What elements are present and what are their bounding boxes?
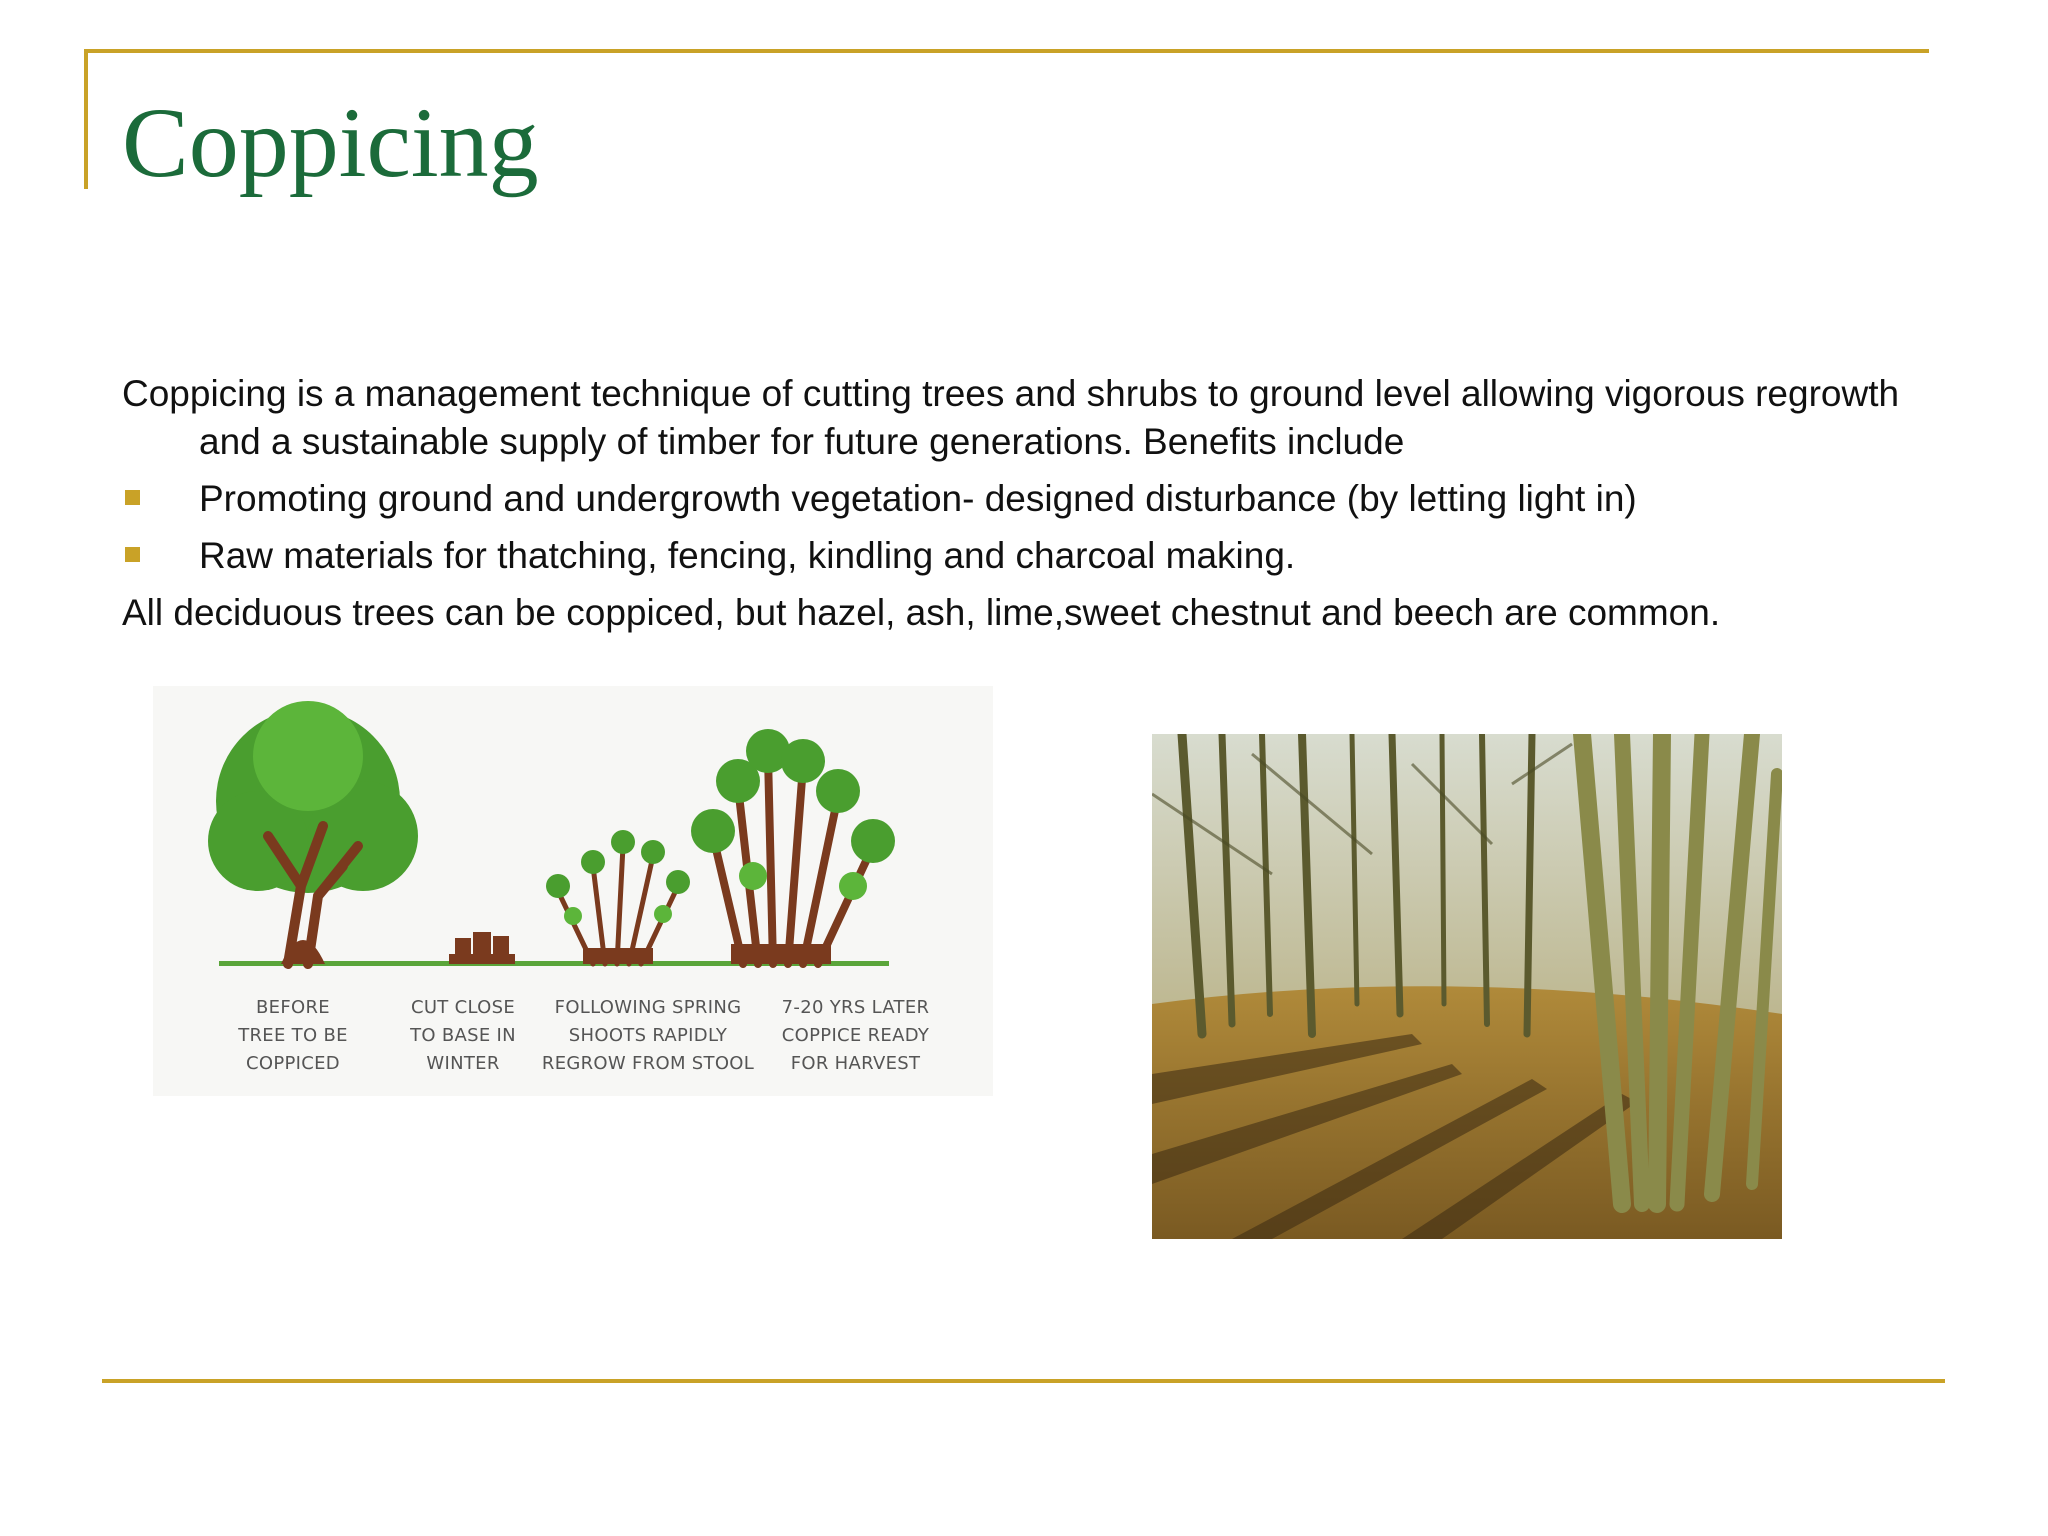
coppice-woodland-photo (1152, 734, 1782, 1239)
caption-cut-close: CUT CLOSE TO BASE IN WINTER (410, 997, 516, 1074)
full-tree-icon (208, 701, 418, 964)
bullet-item (122, 532, 1922, 580)
closing-paragraph: All deciduous trees can be coppiced, but hazel, ash, lime,sweet chestnut and beech are common. (122, 592, 1721, 633)
bottom-rule (102, 1379, 1945, 1383)
slide-title: Coppicing (122, 87, 539, 198)
coppicing-stages-diagram (153, 686, 993, 1096)
caption-following-spring: FOLLOWING SPRING SHOOTS RAPIDLY REGROW FROM STOOL (541, 997, 755, 1074)
bullet-item (122, 475, 1922, 523)
caption-before: BEFORE TREE TO BE COPPICED (238, 997, 348, 1074)
intro-paragraph: Coppicing is a management technique of cutting trees and shrubs to ground level allowing vigorous regrowth and a sustainable supply of timber for future generations. Benefits include (122, 373, 1900, 462)
caption-years-later: 7-20 YRS LATER COPPICE READY FOR HARVEST (781, 997, 930, 1074)
mature-coppice-icon (691, 729, 895, 964)
left-rule (84, 49, 88, 189)
square-bullet-icon (125, 547, 140, 562)
square-bullet-icon (125, 490, 140, 505)
slide-body (122, 370, 1922, 637)
woodland-photo-icon (1152, 734, 1782, 1239)
regrowth-shoots-icon (546, 830, 690, 964)
top-rule (84, 49, 1929, 53)
bullet-text: Promoting ground and undergrowth vegetation- designed disturbance (by letting light in) (199, 478, 1637, 519)
stump-icon (449, 932, 515, 964)
bullet-text: Raw materials for thatching, fencing, kindling and charcoal making. (199, 535, 1296, 576)
